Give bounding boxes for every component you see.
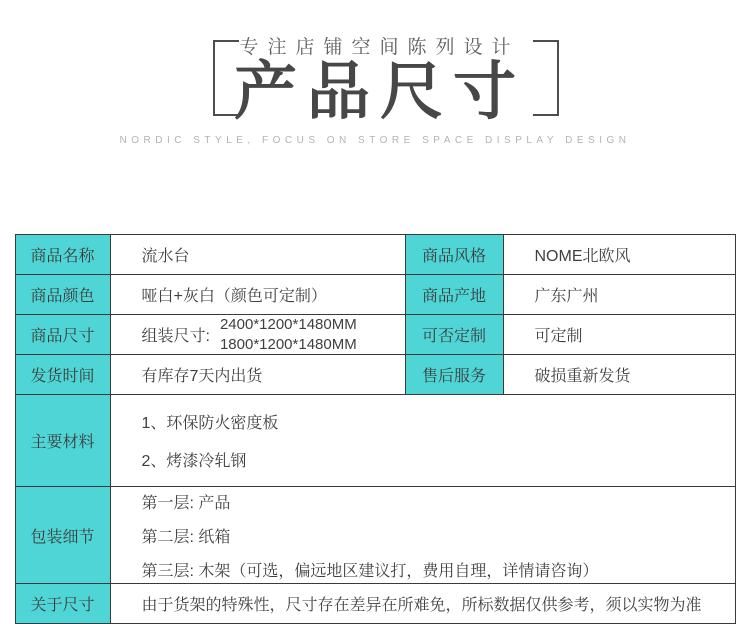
cell-after-sales-label: 售后服务: [405, 355, 503, 395]
header-subtitle-en: NORDIC STYLE, FOCUS ON STORE SPACE DISPLAY DESIGN: [119, 135, 631, 147]
corner-bracket-right-icon: [533, 40, 559, 116]
table-row: [15, 275, 735, 315]
cell-size-note-value: 由于货架的特殊性，尺寸存在差异在所难免，所标数据仅供参考，须以实物为准: [110, 584, 735, 624]
cell-after-sales-value: 破损重新发货: [503, 355, 735, 395]
page-root: [0, 22, 750, 624]
cell-product-origin-label: 商品产地: [405, 275, 503, 315]
cell-packing-label: 包装细节: [15, 487, 110, 584]
size-line: 2400*1200*1480MM: [219, 316, 357, 333]
material-line: 2、烤漆冷轧钢: [141, 453, 247, 470]
table-row: [15, 584, 735, 624]
cell-materials-label: 主要材料: [15, 395, 110, 487]
table-row: [15, 235, 735, 275]
material-line: 1、环保防火密度板: [141, 415, 279, 432]
cell-shipping-time-label: 发货时间: [15, 355, 110, 395]
cell-product-origin-value: 广东广州: [503, 275, 735, 315]
cell-product-color-value: 哑白+灰白（颜色可定制）: [110, 275, 405, 315]
cell-customizable-label: 可否定制: [405, 315, 503, 355]
table-row: [15, 487, 735, 584]
cell-product-size-value: [110, 315, 405, 355]
packing-line: 第三层: 木架（可选，偏远地区建议打，费用自理，详情请咨询）: [141, 562, 599, 580]
cell-customizable-value: 可定制: [503, 315, 735, 355]
cell-product-style-label: 商品风格: [405, 235, 503, 275]
table-row: [15, 395, 735, 487]
cell-materials-value: [110, 395, 735, 487]
assembled-size-values: [220, 315, 357, 354]
packing-line: 第一层: 产品: [141, 494, 231, 512]
corner-bracket-left-icon: [213, 40, 239, 116]
size-line: 1800*1200*1480MM: [219, 335, 357, 353]
assembled-size-prefix: 组装尺寸:: [141, 328, 210, 345]
header-tagline: 专注店铺空间陈列设计: [239, 37, 520, 58]
table-row: [15, 315, 735, 355]
cell-product-size-label: 商品尺寸: [15, 315, 110, 355]
page-title: 产品尺寸: [234, 57, 526, 127]
table-row: [15, 355, 735, 395]
product-spec-table: [15, 234, 736, 624]
packing-line: 第二层: 纸箱: [141, 528, 231, 546]
header-banner: [0, 22, 750, 182]
cell-product-style-value: NOME北欧风: [503, 235, 735, 275]
cell-product-name-label: 商品名称: [15, 235, 110, 275]
assembled-size-block: [142, 315, 405, 354]
cell-shipping-time-value: 有库存7天内出货: [110, 355, 405, 395]
cell-product-color-label: 商品颜色: [15, 275, 110, 315]
cell-product-name-value: 流水台: [110, 235, 405, 275]
cell-size-note-label: 关于尺寸: [15, 584, 110, 624]
cell-packing-value: [110, 487, 735, 584]
